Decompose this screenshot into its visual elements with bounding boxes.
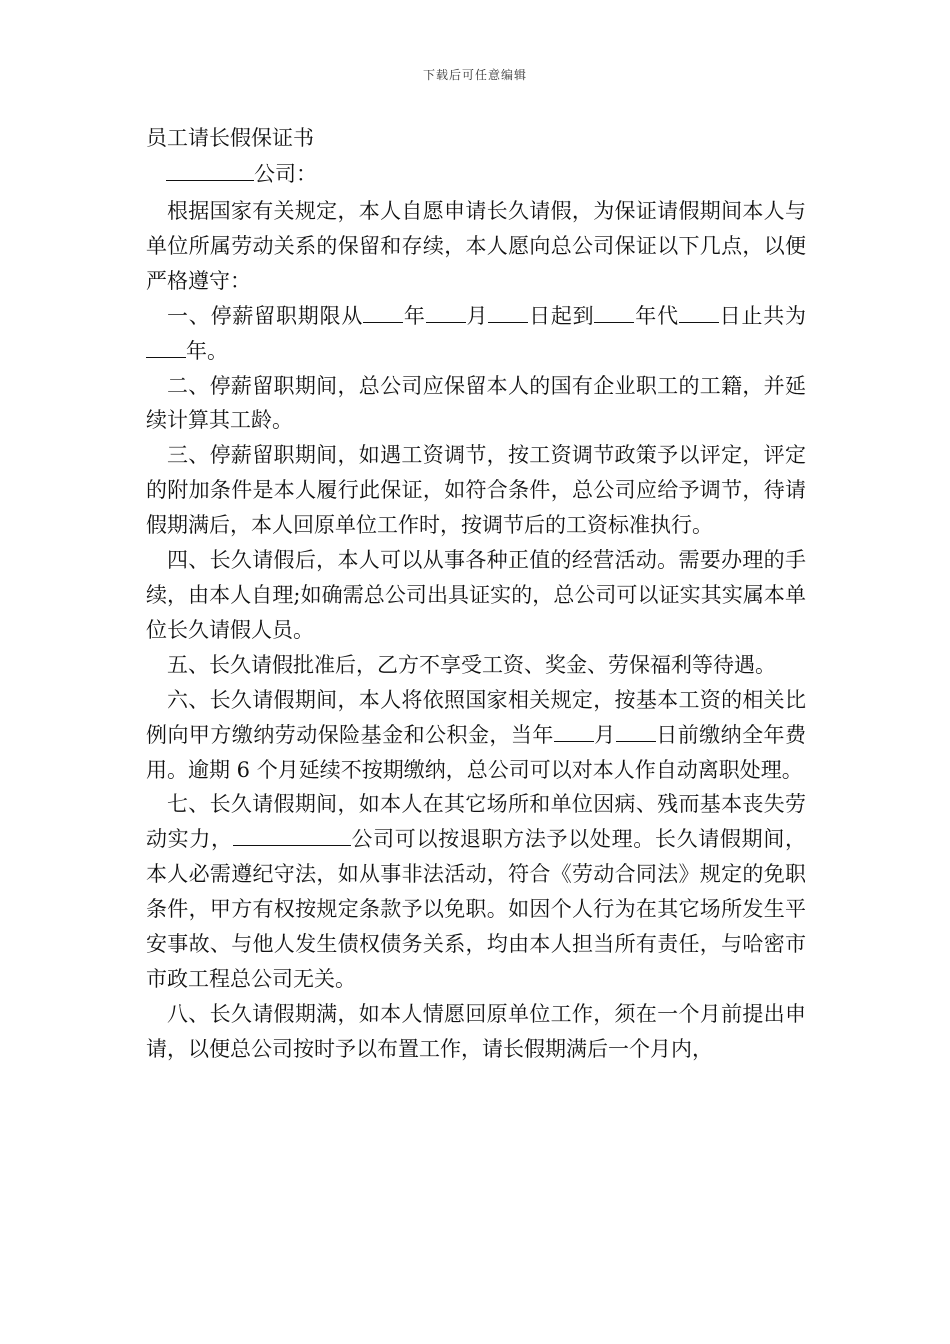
document-title: 员工请长假保证书 [146,126,314,150]
clause-6-text-a: 六、长久请假期间，本人将依照国家相关规定，按基本工资的相关比例向甲方缴纳劳动保险基金和公积金，当年 [146,687,806,747]
clause-1-text-a: 一、停薪留职期限从 [167,303,364,328]
document-body [146,194,806,1067]
clause-1-text-d: 日起到 [528,303,595,328]
clause-6-text-c: 日前缴纳全年费用。逾期 6 个月延续不按期缴纳，总公司可以对本人作自动离职处理。 [146,722,807,782]
clause-1-text-f: 日止共为 [718,303,807,328]
end-day-blank [679,300,719,323]
start-year-blank [363,300,403,323]
clause-2: 二、停薪留职期间，总公司应保留本人的国有企业职工的工籍，并延续计算其工龄。 [146,373,806,433]
clause-5: 五、长久请假批准后，乙方不享受工资、奖金、劳保福利等待遇。 [167,652,776,677]
total-years-blank [146,335,186,358]
start-day-blank [488,300,528,323]
header-note: 下载后可任意编辑 [422,68,527,82]
clause-6-text-b: 月 [593,722,616,747]
clause-1-text-c: 月 [465,303,489,328]
payment-day-blank [616,719,656,742]
clause-7 [146,787,806,996]
addressee-line [166,158,317,188]
clause-6 [146,683,806,788]
intro-paragraph: 根据国家有关规定，本人自愿申请长久请假，为保证请假期间本人与单位所属劳动关系的保留和存续，本人愿向总公司保证以下几点，以便严格遵守： [146,199,806,293]
clause-1-text-g: 年。 [186,338,228,363]
start-month-blank [426,300,466,323]
clause-3: 三、停薪留职期间，如遇工资调节，按工资调节政策予以评定，评定的附加条件是本人履行此保证，如符合条件，总公司应给予调节，待请假期满后，本人回原单位工作时，按调节后的工资标准执行。 [146,443,806,538]
clause-4: 四、长久请假后，本人可以从事各种正值的经营活动。需要办理的手续，由本人自理;如确需总公司出具证实的，总公司可以证实其实属本单位长久请假人员。 [146,548,806,642]
clause-7-text-a: 七、长久请假期间，如本人在其它场所和单位因病、残而基本丧失劳动实力， [146,792,806,852]
payment-month-blank [554,719,594,742]
company-name-blank [166,158,254,181]
end-year-blank [594,300,634,323]
clause-1 [146,299,806,369]
clause-1-text-e: 年代 [634,303,679,328]
company-blank [233,823,351,846]
clause-1-text-b: 年 [403,303,426,328]
clause-7-text-b: 公司可以按退职方法予以处理。长久请假期间，本人必需遵纪守法，如从事非法活动，符合《劳动合同法》规定的免职条件，甲方有权按规定条款予以免职。如因个人行为在其它场所发生平安事故、与他人发生债权债务关系，均由本人担当所有责任，与哈密市市政工程总公司无关。 [146,827,807,991]
clause-8: 八、长久请假期满，如本人情愿回原单位工作，须在一个月前提出申请，以便总公司按时予以布置工作，请长假期满后一个月内， [146,1001,806,1061]
addressee-suffix: 公司： [254,162,317,186]
